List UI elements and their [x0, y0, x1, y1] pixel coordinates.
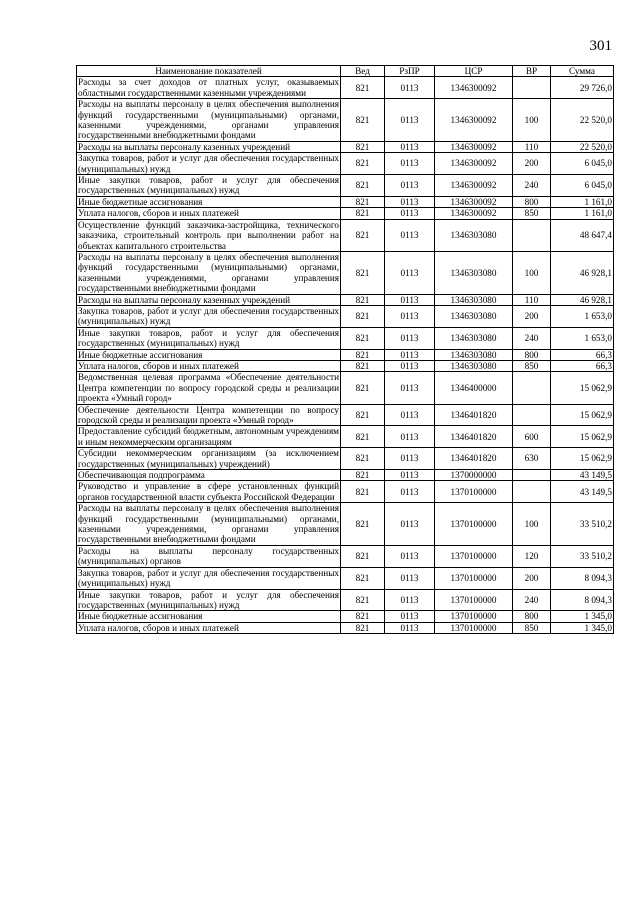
cell-name: Иные закупки товаров, работ и услуг для обеспечения государственных (муниципальных) нужд [78, 327, 339, 349]
cell-ved: 821 [341, 611, 385, 622]
cell-csr: 1346300092 [435, 196, 513, 207]
table-row [77, 175, 614, 197]
cell-ved: 821 [341, 251, 385, 294]
cell-rzpr: 0113 [385, 251, 435, 294]
table-row [77, 503, 614, 546]
cell-name: Расходы на выплаты персоналу казенных учреждений [77, 141, 341, 152]
cell-rzpr: 0113 [385, 470, 435, 481]
header-vr: ВР [513, 66, 551, 77]
cell-rzpr: 0113 [385, 481, 435, 503]
cell-csr: 1346300092 [435, 77, 513, 99]
cell-sum: 1 345,0 [551, 622, 614, 633]
table-row [77, 219, 614, 251]
header-name: Наименование показателей [77, 66, 341, 77]
cell-sum: 6 045,0 [551, 175, 614, 197]
cell-ved: 821 [341, 481, 385, 503]
cell-vr: 100 [513, 251, 551, 294]
cell-vr: 850 [513, 208, 551, 219]
cell-sum: 1 345,0 [551, 611, 614, 622]
table-row [77, 372, 614, 404]
cell-csr: 1346303080 [435, 360, 513, 371]
cell-rzpr: 0113 [385, 305, 435, 327]
cell-rzpr: 0113 [385, 503, 435, 546]
cell-ved: 821 [341, 372, 385, 404]
cell-name: Ведомственная целевая программа «Обеспечение деятельности Центра компетенции по вопросу городской среды и реализации проекта «Умный город» [78, 372, 339, 404]
cell-rzpr: 0113 [385, 426, 435, 448]
table-row [77, 141, 614, 152]
cell-csr: 1370100000 [435, 545, 513, 567]
cell-name: Уплата налогов, сборов и иных платежей [77, 622, 341, 633]
table-row [77, 404, 614, 426]
cell-rzpr: 0113 [385, 175, 435, 197]
table-row [77, 622, 614, 633]
cell-rzpr: 0113 [385, 622, 435, 633]
cell-vr: 110 [513, 294, 551, 305]
cell-vr: 800 [513, 349, 551, 360]
cell-ved: 821 [341, 360, 385, 371]
cell-ved: 821 [341, 448, 385, 470]
cell-sum: 66,3 [551, 360, 614, 371]
cell-csr: 1346303080 [435, 294, 513, 305]
cell-name: Уплата налогов, сборов и иных платежей [77, 360, 341, 371]
cell-vr: 630 [513, 448, 551, 470]
cell-vr: 800 [513, 611, 551, 622]
cell-sum: 66,3 [551, 349, 614, 360]
cell-name: Иные бюджетные ассигнования [77, 196, 341, 207]
cell-vr: 240 [513, 589, 551, 611]
cell-vr: 240 [513, 175, 551, 197]
cell-vr: 200 [513, 567, 551, 589]
cell-rzpr: 0113 [385, 404, 435, 426]
cell-sum: 15 062,9 [551, 404, 614, 426]
cell-vr: 850 [513, 622, 551, 633]
header-ved: Вед [341, 66, 385, 77]
table-row [77, 611, 614, 622]
cell-vr [513, 219, 551, 251]
cell-csr: 1346303080 [435, 305, 513, 327]
cell-name: Закупка товаров, работ и услуг для обеспечения государственных (муниципальных) нужд [78, 305, 339, 327]
cell-ved: 821 [341, 567, 385, 589]
table-row [77, 305, 614, 327]
cell-vr: 120 [513, 545, 551, 567]
cell-csr: 1346303080 [435, 251, 513, 294]
cell-vr: 600 [513, 426, 551, 448]
cell-ved: 821 [341, 175, 385, 197]
cell-ved: 821 [341, 470, 385, 481]
table-row [77, 77, 614, 99]
cell-csr: 1370100000 [435, 481, 513, 503]
cell-rzpr: 0113 [385, 153, 435, 175]
cell-csr: 1346300092 [435, 153, 513, 175]
cell-rzpr: 0113 [385, 567, 435, 589]
cell-vr [513, 372, 551, 404]
cell-sum: 8 094,3 [551, 567, 614, 589]
table-row [77, 294, 614, 305]
table-header-row [77, 66, 614, 77]
cell-ved: 821 [341, 349, 385, 360]
cell-sum: 29 726,0 [551, 77, 614, 99]
cell-sum: 15 062,9 [551, 448, 614, 470]
cell-vr: 110 [513, 141, 551, 152]
cell-name: Обеспечивающая подпрограмма [77, 470, 341, 481]
cell-rzpr: 0113 [385, 360, 435, 371]
cell-csr: 1346300092 [435, 175, 513, 197]
cell-rzpr: 0113 [385, 208, 435, 219]
cell-csr: 1346303080 [435, 349, 513, 360]
table-row [77, 481, 614, 503]
cell-name: Осуществление функций заказчика-застройщика, технического заказчика, строительный контроль при выполнении работ на объектах капитального строительства [78, 219, 339, 251]
cell-ved: 821 [341, 77, 385, 99]
cell-ved: 821 [341, 196, 385, 207]
cell-vr [513, 404, 551, 426]
cell-ved: 821 [341, 99, 385, 142]
cell-ved: 821 [341, 294, 385, 305]
cell-ved: 821 [341, 208, 385, 219]
cell-name: Руководство и управление в сфере установленных функций органов государственной власти субъекта Российской Федерации [78, 481, 339, 502]
cell-sum: 8 094,3 [551, 589, 614, 611]
cell-vr: 240 [513, 327, 551, 349]
cell-csr: 1346401820 [435, 426, 513, 448]
cell-csr: 1370100000 [435, 611, 513, 622]
page-number: 301 [589, 38, 612, 54]
cell-csr: 1370000000 [435, 470, 513, 481]
table-row [77, 153, 614, 175]
cell-rzpr: 0113 [385, 219, 435, 251]
cell-name: Иные бюджетные ассигнования [77, 611, 341, 622]
cell-rzpr: 0113 [385, 448, 435, 470]
cell-name: Расходы на выплаты персоналу в целях обеспечения выполнения функций государственными (муниципальными) органами, казенными учреждениями, органами управления государственными внебюджетными фондами [78, 251, 339, 294]
cell-csr: 1370100000 [435, 622, 513, 633]
cell-sum: 1 161,0 [551, 208, 614, 219]
cell-sum: 15 062,9 [551, 426, 614, 448]
header-sum: Сумма [551, 66, 614, 77]
cell-csr: 1346303080 [435, 219, 513, 251]
table-row [77, 196, 614, 207]
cell-ved: 821 [341, 426, 385, 448]
cell-name: Расходы на выплаты персоналу государственных (муниципальных) органов [78, 545, 339, 567]
cell-sum: 22 520,0 [551, 99, 614, 142]
cell-rzpr: 0113 [385, 77, 435, 99]
header-csr: ЦСР [435, 66, 513, 77]
cell-name: Иные закупки товаров, работ и услуг для обеспечения государственных (муниципальных) нужд [78, 589, 339, 610]
table-row [77, 470, 614, 481]
budget-table [76, 65, 614, 634]
cell-csr: 1346400000 [435, 372, 513, 404]
cell-vr: 850 [513, 360, 551, 371]
table-row [77, 349, 614, 360]
cell-rzpr: 0113 [385, 141, 435, 152]
cell-name: Предоставление субсидий бюджетным, автономным учреждениям и иным некоммерческим организациям [78, 426, 339, 447]
cell-name: Иные бюджетные ассигнования [77, 349, 341, 360]
cell-sum: 22 520,0 [551, 141, 614, 152]
cell-rzpr: 0113 [385, 372, 435, 404]
table-row [77, 448, 614, 470]
cell-csr: 1346300092 [435, 141, 513, 152]
table-row [77, 426, 614, 448]
table-row [77, 327, 614, 349]
cell-ved: 821 [341, 153, 385, 175]
cell-name: Расходы на выплаты персоналу в целях обеспечения выполнения функций государственными (муниципальными) органами, казенными учреждениями, органами управления государственными внебюджетными фондами [78, 99, 339, 141]
cell-sum: 15 062,9 [551, 372, 614, 404]
cell-vr: 800 [513, 196, 551, 207]
cell-sum: 6 045,0 [551, 153, 614, 175]
cell-ved: 821 [341, 219, 385, 251]
cell-vr [513, 470, 551, 481]
cell-ved: 821 [341, 503, 385, 546]
cell-ved: 821 [341, 622, 385, 633]
table-row [77, 360, 614, 371]
table-row [77, 567, 614, 589]
cell-sum: 33 510,2 [551, 545, 614, 567]
cell-vr: 200 [513, 305, 551, 327]
cell-sum: 46 928,1 [551, 294, 614, 305]
cell-ved: 821 [341, 141, 385, 152]
cell-name: Субсидии некоммерческим организациям (за исключением государственных (муниципальных) учреждений) [78, 448, 339, 469]
table-row [77, 99, 614, 142]
cell-name: Уплата налогов, сборов и иных платежей [77, 208, 341, 219]
cell-sum: 1 653,0 [551, 305, 614, 327]
cell-ved: 821 [341, 327, 385, 349]
cell-rzpr: 0113 [385, 99, 435, 142]
cell-csr: 1346300092 [435, 208, 513, 219]
table-row [77, 589, 614, 611]
cell-name: Обеспечение деятельности Центра компетенции по вопросу городской среды и реализации проекта «Умный город» [78, 404, 339, 425]
cell-name: Закупка товаров, работ и услуг для обеспечения государственных (муниципальных) нужд [78, 153, 339, 174]
cell-csr: 1346401820 [435, 404, 513, 426]
cell-rzpr: 0113 [385, 611, 435, 622]
cell-vr: 100 [513, 99, 551, 142]
cell-rzpr: 0113 [385, 349, 435, 360]
cell-name: Расходы за счет доходов от платных услуг, оказываемых областными государственными казенными учреждениями [78, 77, 339, 98]
cell-vr [513, 481, 551, 503]
cell-ved: 821 [341, 404, 385, 426]
cell-rzpr: 0113 [385, 545, 435, 567]
cell-sum: 48 647,4 [551, 219, 614, 251]
cell-sum: 1 161,0 [551, 196, 614, 207]
cell-vr [513, 77, 551, 99]
cell-csr: 1370100000 [435, 503, 513, 546]
cell-name: Иные закупки товаров, работ и услуг для обеспечения государственных (муниципальных) нужд [78, 175, 339, 196]
cell-csr: 1370100000 [435, 589, 513, 611]
cell-rzpr: 0113 [385, 294, 435, 305]
cell-sum: 1 653,0 [551, 327, 614, 349]
cell-sum: 33 510,2 [551, 503, 614, 546]
cell-name: Расходы на выплаты персоналу казенных учреждений [77, 294, 341, 305]
cell-csr: 1346401820 [435, 448, 513, 470]
table-row [77, 208, 614, 219]
cell-sum: 46 928,1 [551, 251, 614, 294]
cell-sum: 43 149,5 [551, 481, 614, 503]
cell-csr: 1346303080 [435, 327, 513, 349]
cell-rzpr: 0113 [385, 327, 435, 349]
cell-ved: 821 [341, 589, 385, 611]
cell-ved: 821 [341, 305, 385, 327]
cell-vr: 100 [513, 503, 551, 546]
table-row [77, 545, 614, 567]
cell-csr: 1346300092 [435, 99, 513, 142]
cell-sum: 43 149,5 [551, 470, 614, 481]
header-rzpr: РзПР [385, 66, 435, 77]
table-body [77, 77, 614, 634]
cell-name: Расходы на выплаты персоналу в целях обеспечения выполнения функций государственными (муниципальными) органами, казенными учреждениями, органами управления государственными внебюджетными фондами [78, 503, 339, 545]
cell-name: Закупка товаров, работ и услуг для обеспечения государственных (муниципальных) нужд [78, 567, 339, 589]
cell-ved: 821 [341, 545, 385, 567]
cell-rzpr: 0113 [385, 196, 435, 207]
cell-rzpr: 0113 [385, 589, 435, 611]
cell-csr: 1370100000 [435, 567, 513, 589]
cell-vr: 200 [513, 153, 551, 175]
table-row [77, 251, 614, 294]
